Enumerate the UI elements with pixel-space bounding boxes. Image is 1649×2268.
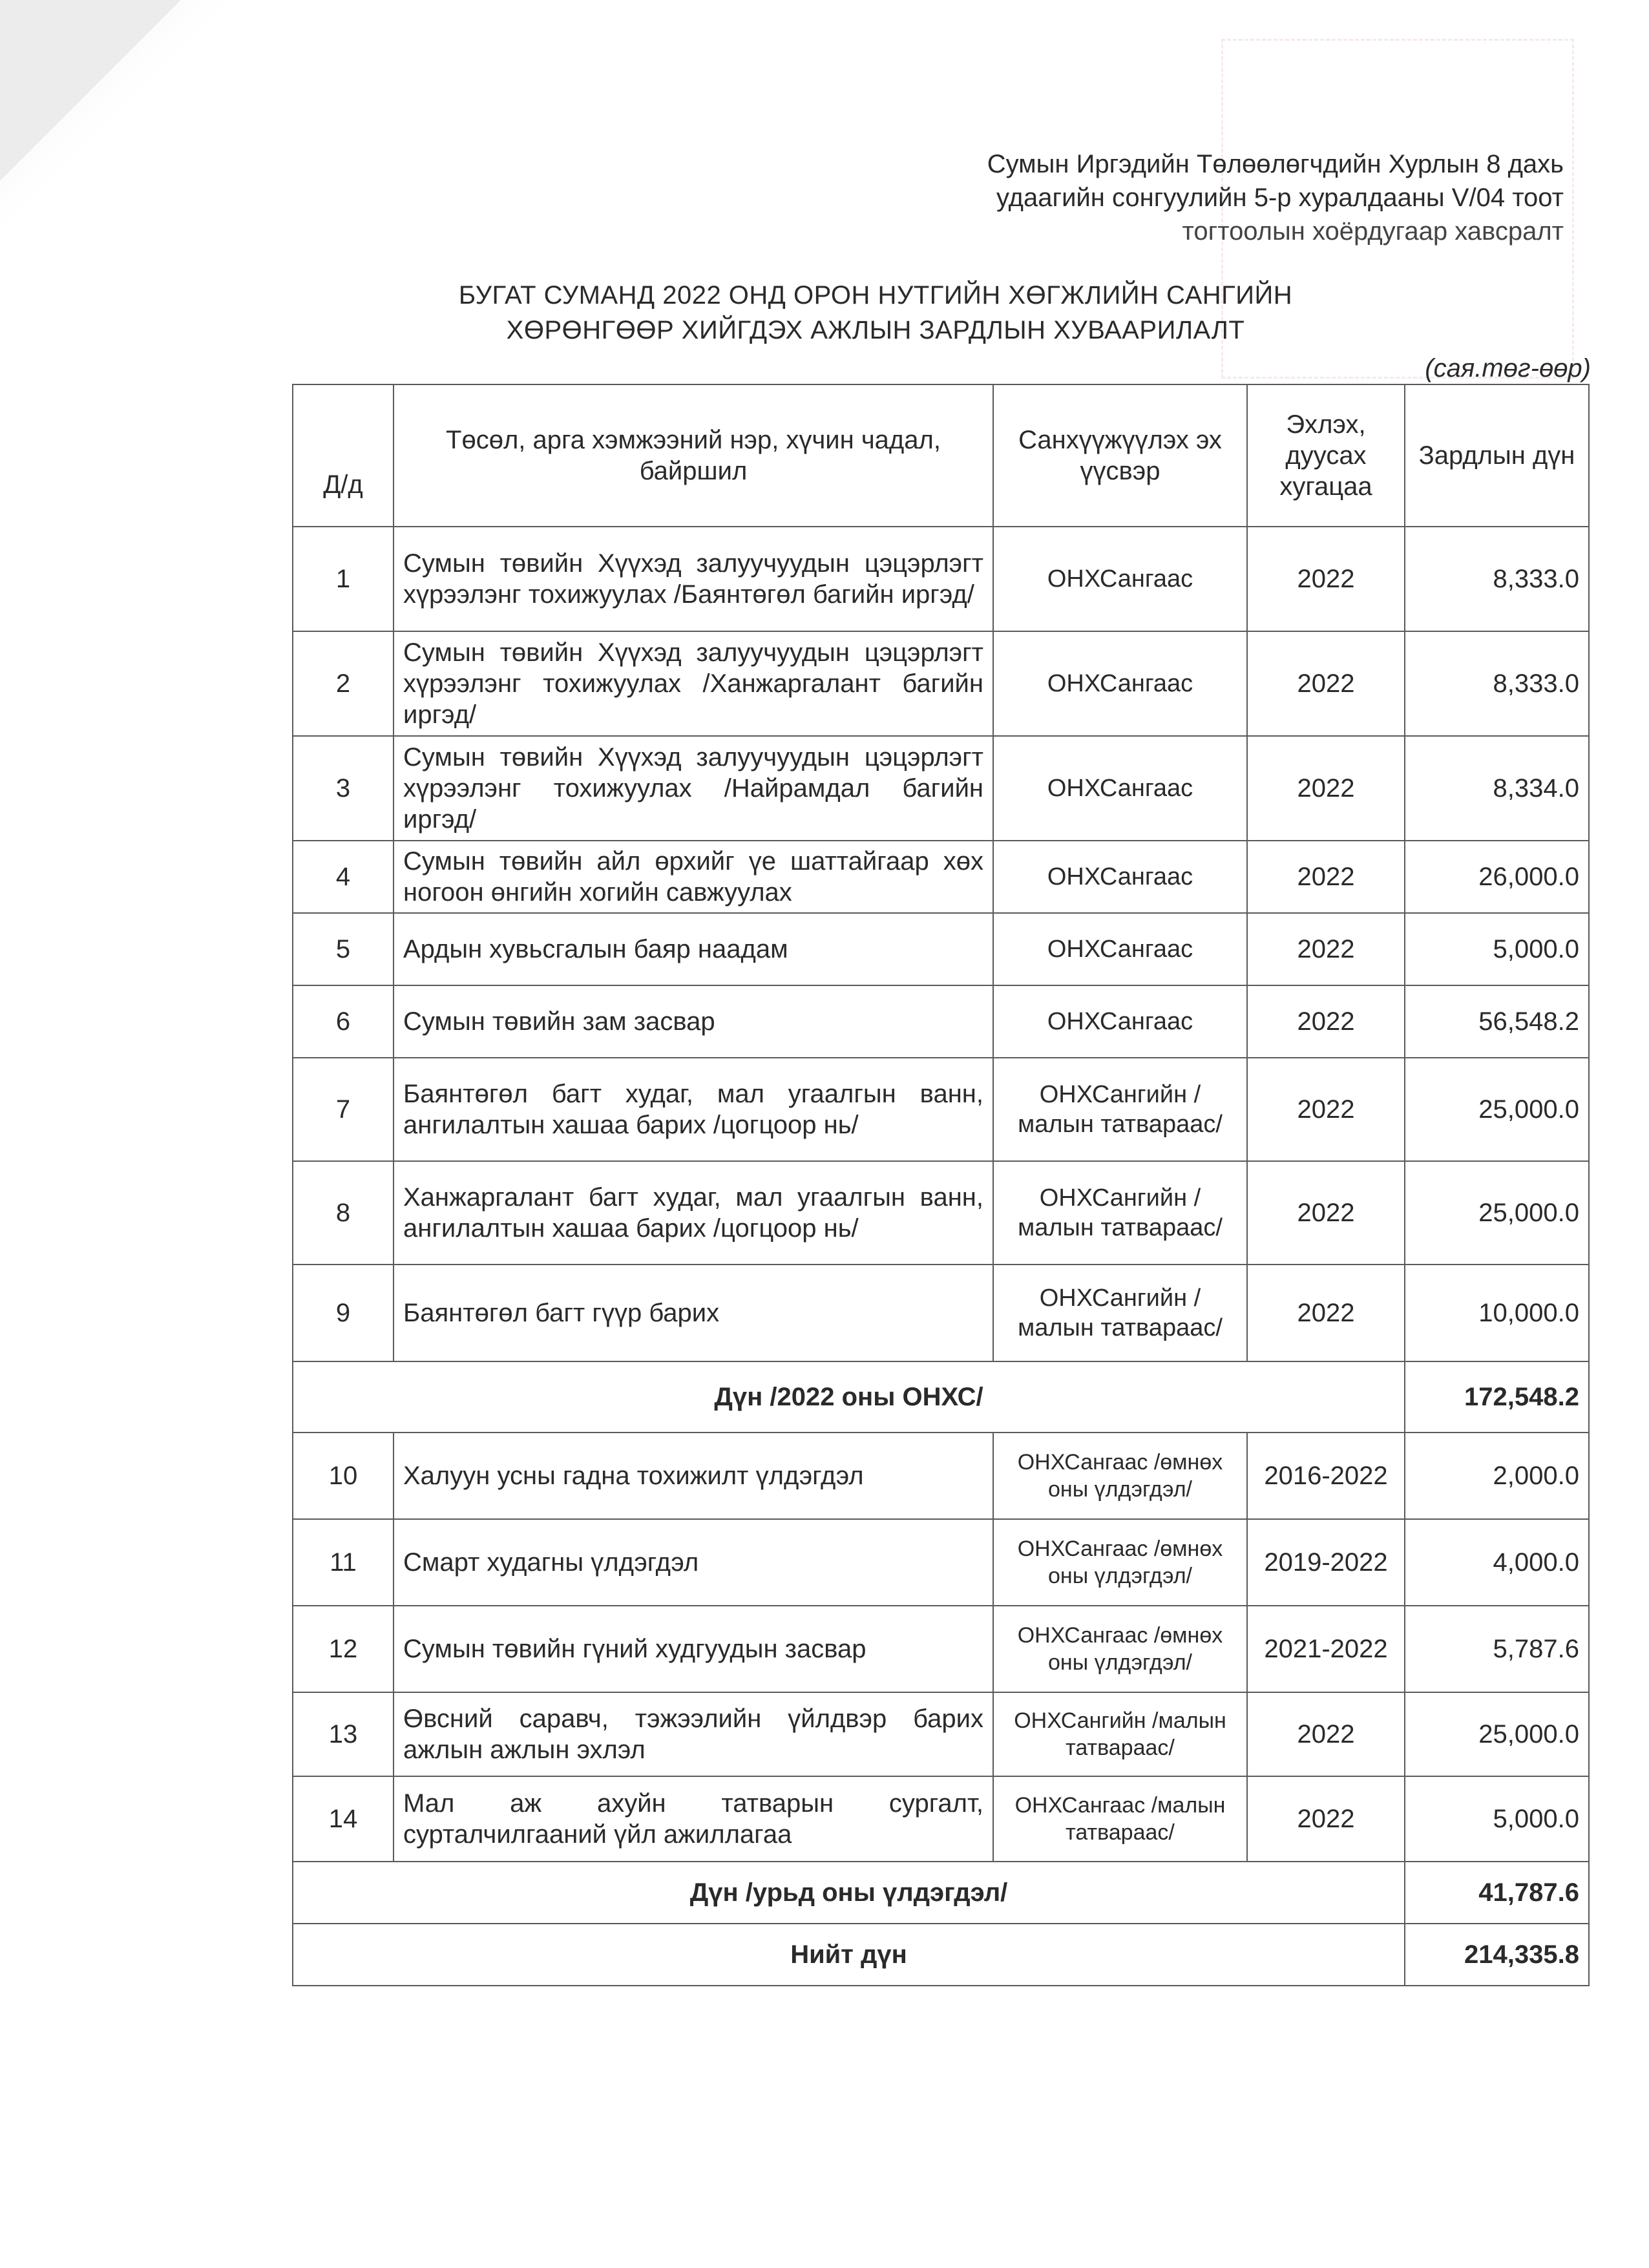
row-num: 6 xyxy=(293,985,394,1058)
row-num: 5 xyxy=(293,913,394,985)
row-name: Баянтөгөл багт гүүр барих xyxy=(394,1265,993,1361)
table-row xyxy=(293,1161,1589,1265)
row-period: 2022 xyxy=(1247,985,1405,1058)
row-name: Сумын төвийн Хүүхэд залуучуудын цэцэрлэгт хүрээлэнг тохижуулах /Баянтөгөл багийн иргэд/ xyxy=(394,527,993,631)
row-num: 12 xyxy=(293,1606,394,1692)
table-row xyxy=(293,1519,1589,1606)
row-name: Ханжаргалант багт худаг, мал угаалгын ванн, ангилалтын хашаа барих /цогцоор нь/ xyxy=(394,1161,993,1265)
header-amount xyxy=(1405,384,1589,527)
row-source: ОНХСангаас xyxy=(993,985,1247,1058)
row-period: 2022 xyxy=(1247,736,1405,841)
row-amount: 8,334.0 xyxy=(1405,736,1589,841)
row-name: Сумын төвийн зам засвар xyxy=(394,985,993,1058)
row-amount: 5,787.6 xyxy=(1405,1606,1589,1692)
row-name: Ардын хувьсгалын баяр наадам xyxy=(394,913,993,985)
row-amount: 25,000.0 xyxy=(1405,1161,1589,1265)
subtotal-label: Дүн /урьд оны үлдэгдэл/ xyxy=(293,1862,1405,1924)
unit-label: (сая.төг-өөр) xyxy=(1425,354,1591,383)
table-row xyxy=(293,527,1589,631)
row-num: 7 xyxy=(293,1058,394,1161)
table-row xyxy=(293,736,1589,841)
row-period: 2022 xyxy=(1247,1265,1405,1361)
row-source: ОНХСангаас xyxy=(993,913,1247,985)
row-num: 13 xyxy=(293,1692,394,1776)
row-amount: 25,000.0 xyxy=(1405,1692,1589,1776)
row-name: Өвсний саравч, тэжээлийн үйлдвэр барих ажлын ажлын эхлэл xyxy=(394,1692,993,1776)
total-amount: 214,335.8 xyxy=(1405,1924,1589,1986)
table-row xyxy=(293,985,1589,1058)
row-name: Баянтөгөл багт худаг, мал угаалгын ванн, ангилалтын хашаа барих /цогцоор нь/ xyxy=(394,1058,993,1161)
row-source: ОНХСангийн /малын татвараас/ xyxy=(993,1692,1247,1776)
row-num: 4 xyxy=(293,841,394,913)
row-amount: 2,000.0 xyxy=(1405,1433,1589,1519)
row-source: ОНХСангийн /малын татвараас/ xyxy=(993,1161,1247,1265)
row-amount: 8,333.0 xyxy=(1405,631,1589,736)
header-line-1: Сумын Иргэдийн Төлөөлөгчдийн Хурлын 8 дахь xyxy=(987,150,1564,178)
row-source: ОНХСангаас xyxy=(993,631,1247,736)
table-row xyxy=(293,1776,1589,1862)
folded-corner xyxy=(0,0,181,181)
row-num: 2 xyxy=(293,631,394,736)
header-num xyxy=(293,384,394,527)
total-row xyxy=(293,1924,1589,1986)
header-name-label: Төсөл, арга хэмжээний нэр, хүчин чадал, байршил xyxy=(446,426,941,485)
row-source: ОНХСангаас /өмнөх оны үлдэгдэл/ xyxy=(993,1519,1247,1606)
row-num: 11 xyxy=(293,1519,394,1606)
row-period: 2022 xyxy=(1247,1161,1405,1265)
table-row xyxy=(293,913,1589,985)
total-label: Нийт дүн xyxy=(293,1924,1405,1986)
header-period-label: Эхлэх, дуусах хугацаа xyxy=(1279,410,1372,501)
row-amount: 4,000.0 xyxy=(1405,1519,1589,1606)
row-name: Сумын төвийн Хүүхэд залуучуудын цэцэрлэгт хүрээлэнг тохижуулах /Найрамдал багийн иргэд/ xyxy=(394,736,993,841)
row-amount: 26,000.0 xyxy=(1405,841,1589,913)
row-num: 9 xyxy=(293,1265,394,1361)
header-period xyxy=(1247,384,1405,527)
table-row xyxy=(293,631,1589,736)
row-amount: 5,000.0 xyxy=(1405,913,1589,985)
title-line-2: ХӨРӨНГӨӨР ХИЙГДЭХ АЖЛЫН ЗАРДЛЫН ХУВААРИЛАЛТ xyxy=(506,316,1245,344)
table-header-row xyxy=(293,384,1589,527)
header-line-3: тогтоолын хоёрдугаар хавсралт xyxy=(1182,217,1564,246)
row-period: 2022 xyxy=(1247,1692,1405,1776)
row-source: ОНХСангаас /өмнөх оны үлдэгдэл/ xyxy=(993,1433,1247,1519)
table-row xyxy=(293,1058,1589,1161)
row-period: 2022 xyxy=(1247,527,1405,631)
row-num: 1 xyxy=(293,527,394,631)
row-period: 2021-2022 xyxy=(1247,1606,1405,1692)
row-num: 14 xyxy=(293,1776,394,1862)
row-period: 2022 xyxy=(1247,1776,1405,1862)
subtotal-label: Дүн /2022 оны ОНХС/ xyxy=(293,1361,1405,1433)
header-line-2: удаагийн сонгуулийн 5-р хуралдааны V/04 тоот xyxy=(996,184,1564,212)
expense-table xyxy=(292,384,1590,1986)
row-amount: 5,000.0 xyxy=(1405,1776,1589,1862)
row-num: 10 xyxy=(293,1433,394,1519)
row-amount: 56,548.2 xyxy=(1405,985,1589,1058)
header-amount-label: Зардлын дүн xyxy=(1418,441,1575,470)
subtotal-amount: 172,548.2 xyxy=(1405,1361,1589,1433)
title-line-1: БУГАТ СУМАНД 2022 ОНД ОРОН НУТГИЙН ХӨГЖЛИЙН САНГИЙН xyxy=(458,281,1293,310)
row-period: 2016-2022 xyxy=(1247,1433,1405,1519)
row-name: Смарт худагны үлдэгдэл xyxy=(394,1519,993,1606)
table-row xyxy=(293,1265,1589,1361)
row-name: Сумын төвийн айл өрхийг үе шаттайгаар хөх ногоон өнгийн хогийн савжуулах xyxy=(394,841,993,913)
row-source: ОНХСангаас xyxy=(993,736,1247,841)
row-source: ОНХСангаас /малын татвараас/ xyxy=(993,1776,1247,1862)
header-source-label: Санхүүжүүлэх эх үүсвэр xyxy=(1018,426,1222,485)
subtotal-amount: 41,787.6 xyxy=(1405,1862,1589,1924)
table-row xyxy=(293,1433,1589,1519)
row-period: 2022 xyxy=(1247,913,1405,985)
row-name: Сумын төвийн Хүүхэд залуучуудын цэцэрлэгт хүрээлэнг тохижуулах /Ханжаргалант багийн иргэд/ xyxy=(394,631,993,736)
row-period: 2022 xyxy=(1247,841,1405,913)
row-name: Мал аж ахуйн татварын сургалт, сурталчилгааний үйл ажиллагаа xyxy=(394,1776,993,1862)
document-title xyxy=(297,278,1454,348)
row-amount: 10,000.0 xyxy=(1405,1265,1589,1361)
document-header xyxy=(724,147,1564,248)
row-source: ОНХСангийн /малын татвараас/ xyxy=(993,1058,1247,1161)
row-source: ОНХСангаас xyxy=(993,841,1247,913)
row-name: Сумын төвийн гүний худгуудын засвар xyxy=(394,1606,993,1692)
header-num-label: Д/д xyxy=(323,470,363,499)
row-num: 3 xyxy=(293,736,394,841)
row-source: ОНХСангийн /малын татвараас/ xyxy=(993,1265,1247,1361)
table-row xyxy=(293,1692,1589,1776)
row-num: 8 xyxy=(293,1161,394,1265)
header-source xyxy=(993,384,1247,527)
row-period: 2019-2022 xyxy=(1247,1519,1405,1606)
row-name: Халуун усны гадна тохижилт үлдэгдэл xyxy=(394,1433,993,1519)
subtotal-row xyxy=(293,1862,1589,1924)
row-source: ОНХСангаас /өмнөх оны үлдэгдэл/ xyxy=(993,1606,1247,1692)
table-row xyxy=(293,1606,1589,1692)
subtotal-row xyxy=(293,1361,1589,1433)
row-period: 2022 xyxy=(1247,631,1405,736)
row-period: 2022 xyxy=(1247,1058,1405,1161)
table-row xyxy=(293,841,1589,913)
row-source: ОНХСангаас xyxy=(993,527,1247,631)
row-amount: 8,333.0 xyxy=(1405,527,1589,631)
header-name xyxy=(394,384,993,527)
row-amount: 25,000.0 xyxy=(1405,1058,1589,1161)
